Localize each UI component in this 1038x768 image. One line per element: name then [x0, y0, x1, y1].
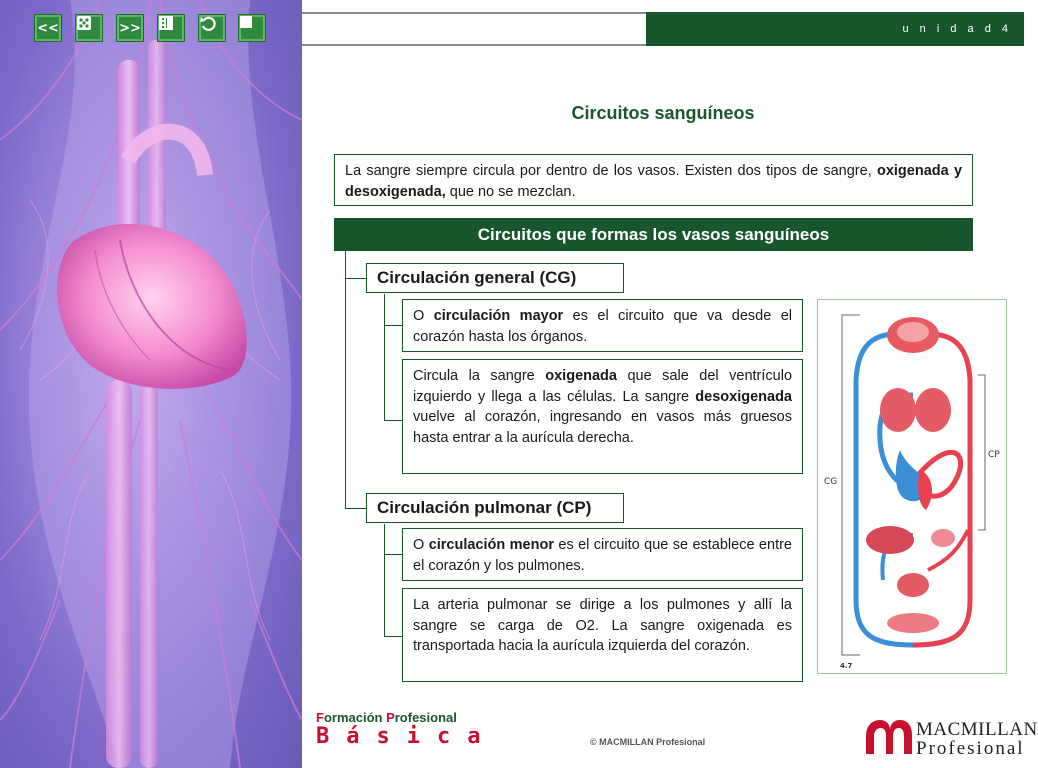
diagram-label-cg: CG	[824, 477, 838, 487]
intro-text-start: La sangre siempre circula por dentro de los vasos. Existen dos tipos de sangre,	[345, 163, 877, 179]
fp-basica: Básica	[316, 724, 498, 749]
undo-icon	[199, 15, 217, 33]
text: es el circuito que se establece entre el corazón y los pulmones.	[413, 537, 792, 574]
section-title: Circuitos que formas los vasos sanguíneos	[477, 224, 830, 244]
circulation-diagram-graphic	[818, 300, 1008, 675]
index-icon	[158, 15, 174, 31]
general-circulation-heading: Circulación general (CG)	[366, 263, 624, 293]
text: rofesional	[394, 710, 457, 725]
text: es el circuito que va desde el corazón hasta los órganos.	[413, 308, 793, 345]
previous-button[interactable]: <<	[34, 14, 62, 42]
undo-button[interactable]	[198, 14, 226, 42]
fp-title	[316, 710, 457, 725]
intro-text-bold: oxigenada y desoxigenada,	[345, 163, 963, 200]
tree-connector-cp-box1	[384, 554, 402, 555]
dice-icon	[76, 15, 92, 31]
text: P	[386, 710, 395, 725]
tree-connector-main	[345, 251, 346, 509]
index-button[interactable]	[157, 14, 185, 42]
tree-connector-cp	[345, 508, 367, 509]
section-title-bar	[334, 218, 973, 251]
pulmonary-circulation-heading: Circulación pulmonar (CP)	[366, 493, 624, 523]
tree-connector-cp-sub	[384, 524, 385, 637]
text: La arteria pulmonar se dirige a los pulmones y allí la sangre se carga de O2. La sangre oxigenada es transportada hacia la aurícula izquierda del corazón.	[413, 597, 792, 655]
publisher-subtitle: Profesional	[916, 738, 1025, 759]
dice-button[interactable]	[75, 14, 103, 42]
tree-connector-cg-box1	[384, 325, 402, 326]
tree-connector-cg-box2	[384, 420, 402, 421]
pulmonary-circulation-box-2	[402, 588, 803, 682]
stop-button[interactable]	[238, 14, 266, 42]
tree-connector-cg-sub	[384, 294, 385, 420]
unit-label: u n i d a d 4	[902, 23, 1012, 35]
tree-connector-cg	[345, 278, 367, 279]
header-divider	[302, 12, 648, 46]
text: ormación	[323, 710, 387, 725]
anatomy-background-panel	[0, 0, 302, 768]
unit-banner	[646, 12, 1024, 46]
diagram-label-cp: CP	[988, 450, 1000, 460]
tree-connector-cp-box2	[384, 636, 402, 637]
page-title: Circuitos sanguíneos	[571, 103, 755, 123]
text: F	[316, 710, 324, 725]
text: vuelve al corazón, ingresando en vasos más gruesos hasta entrar a la aurícula derecha.	[413, 409, 792, 446]
next-button[interactable]: >>	[116, 14, 144, 42]
text: Circula la sangre	[413, 368, 546, 384]
publisher-name: MACMILLAN	[916, 719, 1038, 740]
circulation-diagram	[817, 299, 1007, 674]
text-bold: oxigenada	[545, 368, 617, 384]
text-bold: circulación menor	[428, 537, 554, 553]
copyright-notice: © MACMILLAN Profesional	[590, 737, 706, 747]
general-circulation-box-2	[402, 359, 803, 474]
stop-icon	[239, 15, 253, 29]
text-bold: circulación mayor	[433, 308, 564, 324]
circulatory-illustration	[0, 0, 302, 768]
pulmonary-circulation-box-1	[402, 528, 803, 581]
text-bold: desoxigenada	[695, 388, 792, 405]
text: O	[413, 308, 434, 324]
text: O	[413, 537, 429, 553]
intro-box	[334, 154, 973, 206]
general-circulation-box-1	[402, 299, 803, 352]
text: que sale del ventrículo izquierdo y llega a las células. La sangre	[413, 368, 793, 405]
intro-text-end: que no se mezclan.	[445, 184, 576, 200]
figure-number: 4.7	[840, 662, 853, 670]
